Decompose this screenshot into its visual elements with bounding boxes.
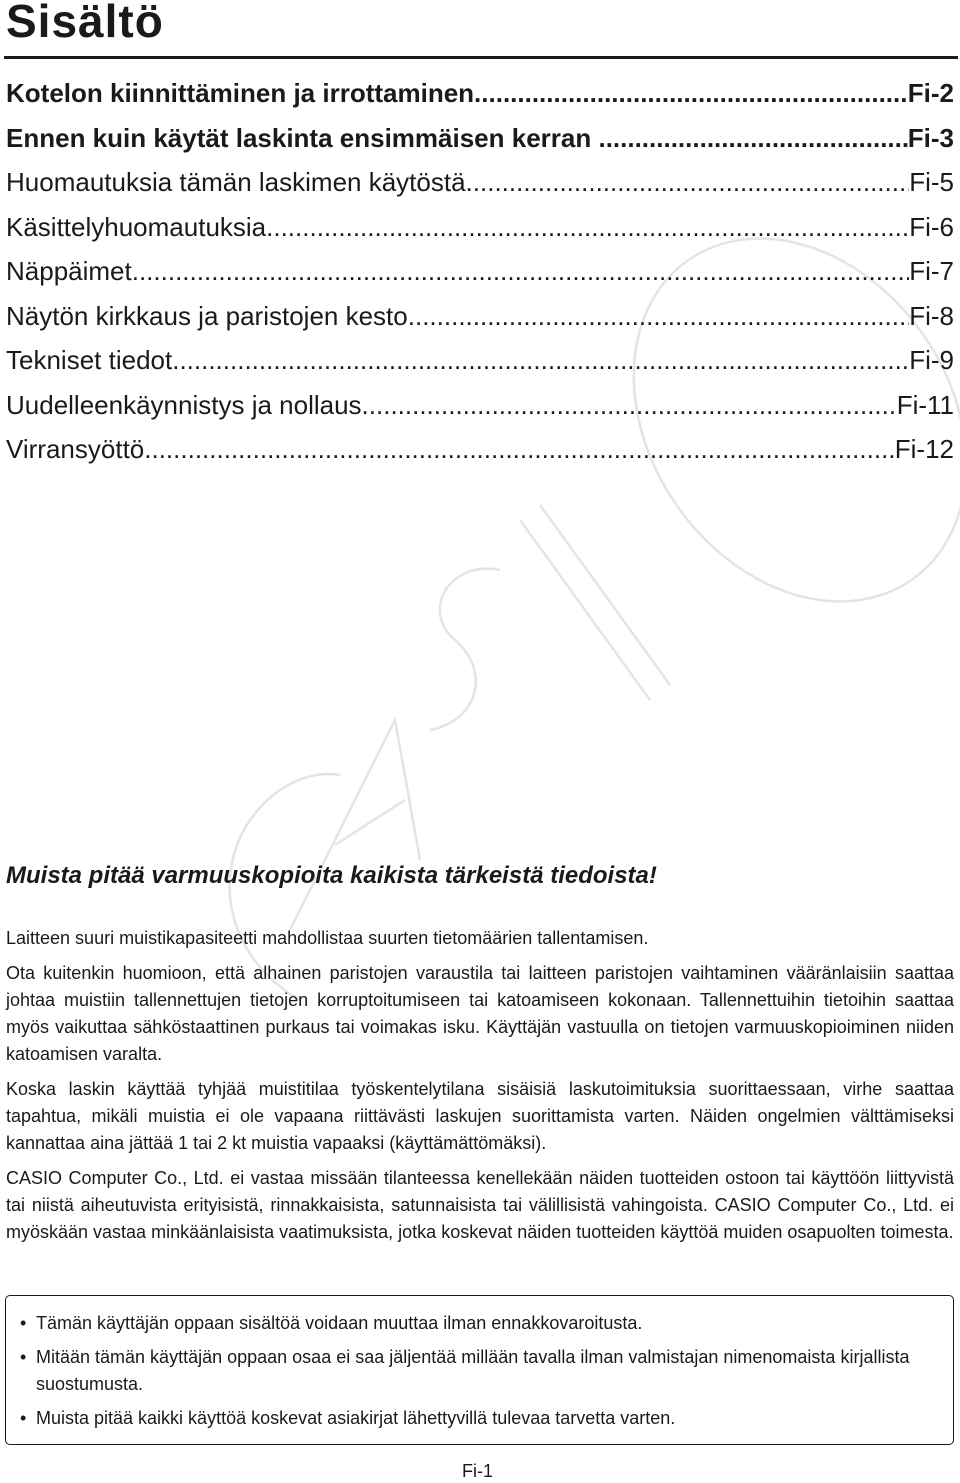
toc-entry-page: Fi-3 [907, 122, 954, 153]
bullet-icon: • [20, 1313, 27, 1333]
bullet-icon: • [20, 1408, 27, 1428]
toc-entry[interactable] [6, 390, 954, 435]
toc-entry[interactable] [6, 212, 954, 257]
toc-entry-page: Fi-9 [909, 345, 954, 375]
toc-entry-page: Fi-12 [894, 434, 954, 464]
toc-entry-label: Ennen kuin käytät laskinta ensimmäisen kerran ... [6, 122, 621, 153]
toc-entry[interactable] [6, 78, 954, 123]
notice-text: Tämän käyttäjän oppaan sisältöä voidaan muuttaa ilman ennakkovaroitusta. [36, 1313, 643, 1333]
toc-entry-label: Huomautuksia tämän laskimen käytöstä [6, 167, 466, 197]
toc-entry-label: Näytön kirkkaus ja paristojen kesto [6, 300, 408, 331]
body-text [6, 925, 954, 1254]
toc-entry-page: Fi-8 [909, 300, 954, 331]
bullet-icon: • [20, 1347, 27, 1367]
toc-entry-label: Käsittelyhuomautuksia [6, 211, 267, 242]
toc-leader-dots [474, 78, 908, 109]
toc-entry[interactable] [6, 256, 954, 301]
toc-entry-label: Kotelon kiinnittäminen ja irrottaminen [6, 78, 475, 108]
toc-entry[interactable] [6, 434, 954, 479]
list-item [20, 1310, 936, 1337]
toc-entry-page: Fi-2 [907, 78, 954, 108]
table-of-contents [6, 78, 954, 479]
toc-entry-page: Fi-6 [909, 211, 954, 242]
notice-text: Muista pitää kaikki käyttöä koskevat asiakirjat lähettyvillä tulevaa tarvetta varten. [36, 1408, 676, 1428]
toc-leader-dots [144, 434, 894, 465]
toc-leader-dots [132, 256, 909, 287]
toc-entry[interactable] [6, 123, 954, 168]
notice-list [6, 1296, 953, 1432]
toc-leader-dots [266, 212, 909, 243]
toc-leader-dots [620, 123, 908, 154]
toc-entry-label: Virransyöttö [6, 434, 145, 464]
toc-entry-page: Fi-11 [896, 389, 954, 420]
toc-entry[interactable] [6, 301, 954, 346]
paragraph: Laitteen suuri muistikapasiteetti mahdollistaa suurten tietomäärien tallentamisen. [6, 928, 649, 948]
paragraph: Ota kuitenkin huomioon, että alhainen paristojen varaustila tai laitteen paristojen vaihtaminen vääränlaisiin saattaa johtaa muistiin tallennettujen tietojen korruptoitumiseen tai katoamiseen kokonaan. Tallennettuihin tietoihin saattaa myös vaikuttaa sähköstaattinen purkaus tai voimakas isku. Käyttäjän vastuulla on tietojen varmuuskopioiminen niiden katoamisen varalta. [6, 963, 954, 1064]
notice-text: Mitään tämän käyttäjän oppaan osaa ei saa jäljentää millään tavalla ilman valmistajan nimenomaista kirjallista suostumusta. [36, 1347, 910, 1394]
toc-leader-dots [466, 167, 910, 198]
backup-warning: Muista pitää varmuuskopioita kaikista tärkeistä tiedoista! [6, 862, 657, 889]
toc-entry-page: Fi-7 [909, 256, 954, 286]
toc-leader-dots [408, 301, 909, 332]
toc-entry[interactable] [6, 345, 954, 390]
list-item [20, 1405, 936, 1432]
toc-entry-label: Näppäimet [6, 256, 132, 286]
title-divider [4, 56, 958, 59]
toc-leader-dots [172, 345, 909, 376]
notice-box [5, 1295, 954, 1445]
toc-leader-dots [362, 390, 897, 421]
paragraph: CASIO Computer Co., Ltd. ei vastaa missään tilanteessa kenellekään näiden tuotteiden ostoon tai käyttöön liittyvistä tai niistä aiheutuvista erityisistä, rinnakkaisista, satunnaisista tai välillisistä vahingoista. CASIO Computer Co., Ltd. ei myöskään vastaa minkäänlaisista vaatimuksista, jotka koskevat näiden tuotteiden käyttöä muiden osapuolten toimesta. [6, 1168, 954, 1242]
page-title: Sisältö [6, 0, 164, 47]
toc-entry[interactable] [6, 167, 954, 212]
toc-entry-label: Tekniset tiedot [6, 345, 173, 375]
page-number: Fi-1 [462, 1461, 493, 1481]
list-item [20, 1344, 936, 1398]
toc-entry-label: Uudelleenkäynnistys ja nollaus [6, 389, 362, 420]
paragraph: Koska laskin käyttää tyhjää muistitilaa työskentelytilana sisäisiä laskutoimituksia suorittaessaan, virhe saattaa tapahtua, mikäli muistia ei ole vapaana riittävästi laskujen suorittamista varten. Näiden ongelmien välttämiseksi kannattaa aina jättää 1 tai 2 kt muistia vapaaksi (käyttämättömäksi). [6, 1079, 954, 1153]
toc-entry-page: Fi-5 [909, 167, 954, 197]
